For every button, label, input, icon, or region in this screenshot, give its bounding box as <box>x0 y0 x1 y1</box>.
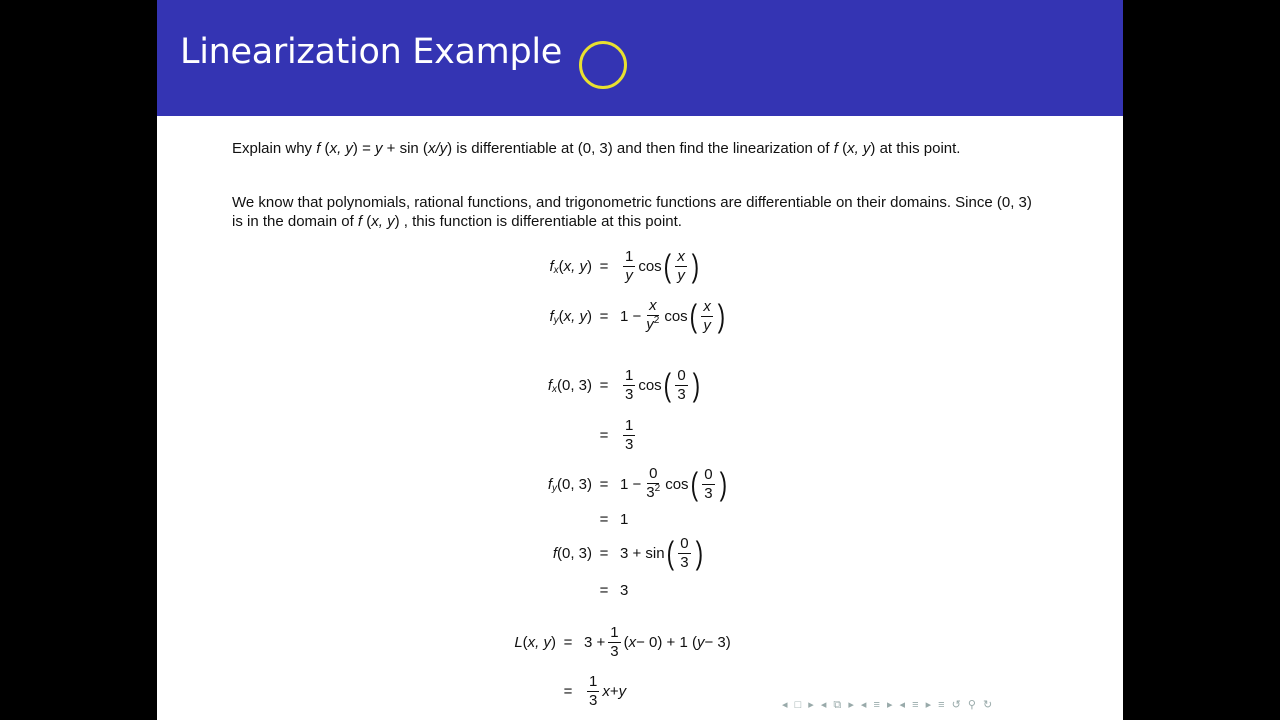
math-text: ) <box>551 633 556 651</box>
math-text: ( <box>623 633 629 651</box>
fraction <box>587 672 599 709</box>
denominator <box>701 317 713 333</box>
math-text: ) <box>587 307 592 325</box>
numerator <box>623 416 635 436</box>
right-paren: ) <box>719 466 727 502</box>
math-text: cos <box>664 307 688 325</box>
equation-rhs <box>620 570 628 610</box>
superscript: 2 <box>653 314 660 326</box>
equation-lhs <box>514 622 556 662</box>
equals-sign: = <box>599 475 609 493</box>
equation-rhs <box>620 365 701 405</box>
equals-sign: = <box>599 376 609 394</box>
equation-rhs <box>584 622 731 662</box>
left-paren: ( <box>689 298 697 334</box>
equation-row <box>157 464 1123 504</box>
math-text: 1 <box>625 366 634 384</box>
numerator <box>623 366 635 386</box>
math-text: ( <box>320 140 330 157</box>
denominator <box>623 267 635 283</box>
math-text: cos <box>638 257 662 275</box>
fraction <box>623 366 635 403</box>
equation-lhs <box>548 464 592 504</box>
math-variable: x/y <box>427 140 448 157</box>
math-variable: L <box>514 633 523 651</box>
right-paren: ) <box>691 248 699 284</box>
equation-lhs <box>549 246 592 286</box>
math-text: 0 <box>704 465 713 483</box>
math-variable: x <box>677 247 685 265</box>
equation-row <box>157 415 1123 455</box>
math-variable: y <box>703 316 711 334</box>
cursor-highlight-icon <box>579 41 627 89</box>
math-text: ( <box>522 633 528 651</box>
math-variable: f <box>549 257 554 275</box>
math-variable: f <box>316 140 321 157</box>
slide <box>157 0 1123 720</box>
math-text: 3 <box>704 484 713 502</box>
math-text: 3 + sin <box>620 544 665 562</box>
math-text: 3 <box>625 435 634 453</box>
math-text: ) is differentiable at (0, 3) and then find the linearization of <box>447 140 834 157</box>
right-paren: ) <box>695 535 703 571</box>
math-text: ( <box>837 140 848 157</box>
equation-lhs <box>549 296 592 336</box>
explanation-text <box>232 193 1032 231</box>
equals-sign: = <box>599 426 609 444</box>
equals-sign: = <box>599 510 609 528</box>
fraction <box>644 296 661 334</box>
math-variable: x <box>703 297 711 315</box>
math-variable: x, y <box>329 140 353 157</box>
math-text: ) at this point. <box>870 140 961 157</box>
math-text: ) <box>587 257 592 275</box>
math-text: 1 <box>610 623 619 641</box>
math-variable: x, y <box>563 257 587 275</box>
math-variable: f <box>552 544 557 562</box>
fraction <box>702 465 714 502</box>
math-variable: x, y <box>847 140 871 157</box>
math-variable: y <box>618 682 627 700</box>
math-text: ( <box>362 213 372 230</box>
math-variable: f <box>549 307 554 325</box>
right-paren: ) <box>692 367 700 403</box>
left-paren: ( <box>663 367 671 403</box>
math-text: 0 <box>677 366 686 384</box>
numerator <box>678 534 690 554</box>
math-text: ( <box>558 307 564 325</box>
math-text: (0, 3) <box>556 376 592 394</box>
math-text: 3 <box>589 691 598 709</box>
math-variable: y <box>677 266 685 284</box>
beamer-navigation-bar[interactable]: ◂ □ ▸ ◂ ⧉ ▸ ◂ ≡ ▸ ◂ ≡ ▸ ≡ ↺ ⚲ ↻ <box>782 699 995 711</box>
right-paren: ) <box>717 298 725 334</box>
equals-sign: = <box>599 581 609 599</box>
math-variable: y <box>375 140 383 157</box>
math-variable: x, y <box>371 213 395 230</box>
math-text: + sin ( <box>382 140 428 157</box>
subscript: x <box>551 383 557 395</box>
numerator <box>647 464 659 484</box>
numerator <box>608 623 620 643</box>
math-text: cos <box>665 475 689 493</box>
slide-title: Linearization Example <box>180 32 563 72</box>
denominator <box>675 386 687 402</box>
fraction <box>608 623 620 660</box>
equation-row <box>157 365 1123 405</box>
math-text: ) = <box>352 140 375 157</box>
equation-lhs <box>548 365 592 405</box>
subscript: y <box>553 314 559 326</box>
equation-rhs <box>620 296 727 336</box>
math-text: (0, 3) <box>556 475 592 493</box>
numerator <box>701 297 713 317</box>
numerator <box>702 465 714 485</box>
numerator <box>675 247 687 267</box>
equation-rhs <box>620 415 638 455</box>
equals-sign: = <box>563 633 573 651</box>
math-variable: y <box>625 266 633 284</box>
denominator <box>623 436 635 452</box>
math-text: 1 <box>589 672 598 690</box>
math-text: 1 − <box>620 307 642 325</box>
equation-lhs <box>553 533 592 573</box>
slide-header <box>157 0 1123 116</box>
math-text: 3 <box>620 581 629 599</box>
equation-rhs <box>620 246 701 286</box>
math-text: ( <box>558 257 564 275</box>
math-text: 3 + <box>584 633 606 651</box>
numerator <box>623 247 635 267</box>
fraction <box>644 464 662 502</box>
math-text: 3 <box>677 385 686 403</box>
math-variable: f <box>547 475 552 493</box>
math-variable: f <box>833 140 838 157</box>
math-text: 1 <box>620 510 629 528</box>
math-text: (0, 3) <box>556 544 592 562</box>
fraction <box>675 247 687 284</box>
math-variable: x, y <box>563 307 587 325</box>
math-text: ) , this function is differentiable at this point. <box>394 213 682 230</box>
math-text: 0 <box>649 464 658 482</box>
math-variable: y <box>646 315 654 333</box>
fraction <box>623 247 635 284</box>
denominator <box>587 692 599 708</box>
equation-rhs <box>620 533 704 573</box>
math-text: 1 <box>625 247 634 265</box>
math-text: − 0) + 1 ( <box>636 633 697 651</box>
problem-statement <box>232 139 1032 158</box>
math-variable: y <box>697 633 705 651</box>
equation-rhs <box>584 671 626 711</box>
math-text: 3 <box>625 385 634 403</box>
math-variable: x <box>602 682 610 700</box>
numerator <box>587 672 599 692</box>
numerator <box>675 366 687 386</box>
math-text: 0 <box>680 534 689 552</box>
left-paren: ( <box>690 466 698 502</box>
equation-row <box>157 533 1123 573</box>
math-variable: x <box>628 633 637 651</box>
equation-row <box>157 296 1123 336</box>
denominator <box>644 316 661 334</box>
equals-sign: = <box>599 307 609 325</box>
math-variable: f <box>357 213 363 230</box>
equation-row <box>157 570 1123 610</box>
left-paren: ( <box>666 535 674 571</box>
equals-sign: = <box>563 682 573 700</box>
equals-sign: = <box>599 544 609 562</box>
math-text: 3 <box>610 642 619 660</box>
fraction <box>701 297 713 334</box>
math-text: 3 <box>680 553 689 571</box>
math-text: + <box>609 682 619 700</box>
equation-row <box>157 622 1123 662</box>
math-text: Explain why <box>232 140 317 157</box>
math-text: cos <box>638 376 662 394</box>
subscript: y <box>551 482 557 494</box>
math-text: 1 − <box>620 475 642 493</box>
numerator <box>647 296 659 316</box>
math-variable: f <box>547 376 552 394</box>
fraction <box>678 534 690 571</box>
math-text: 3 <box>646 483 655 501</box>
math-text: − 3) <box>704 633 731 651</box>
fraction <box>623 416 635 453</box>
math-text: 1 <box>625 416 634 434</box>
denominator <box>608 643 620 659</box>
subscript: x <box>553 264 559 276</box>
equals-sign: = <box>599 257 609 275</box>
fraction <box>675 366 687 403</box>
math-variable: x, y <box>527 633 551 651</box>
denominator <box>678 554 690 570</box>
denominator <box>623 386 635 402</box>
superscript: 2 <box>654 482 661 494</box>
equation-row <box>157 246 1123 286</box>
left-paren: ( <box>663 248 671 284</box>
denominator <box>675 267 687 283</box>
math-variable: x <box>649 296 657 314</box>
math-text: We know that polynomials, rational functions, and trigonometric functions are differentiable on their domains. Since (0, 3) is in the domain of <box>232 194 1032 230</box>
equation-rhs <box>620 464 728 504</box>
